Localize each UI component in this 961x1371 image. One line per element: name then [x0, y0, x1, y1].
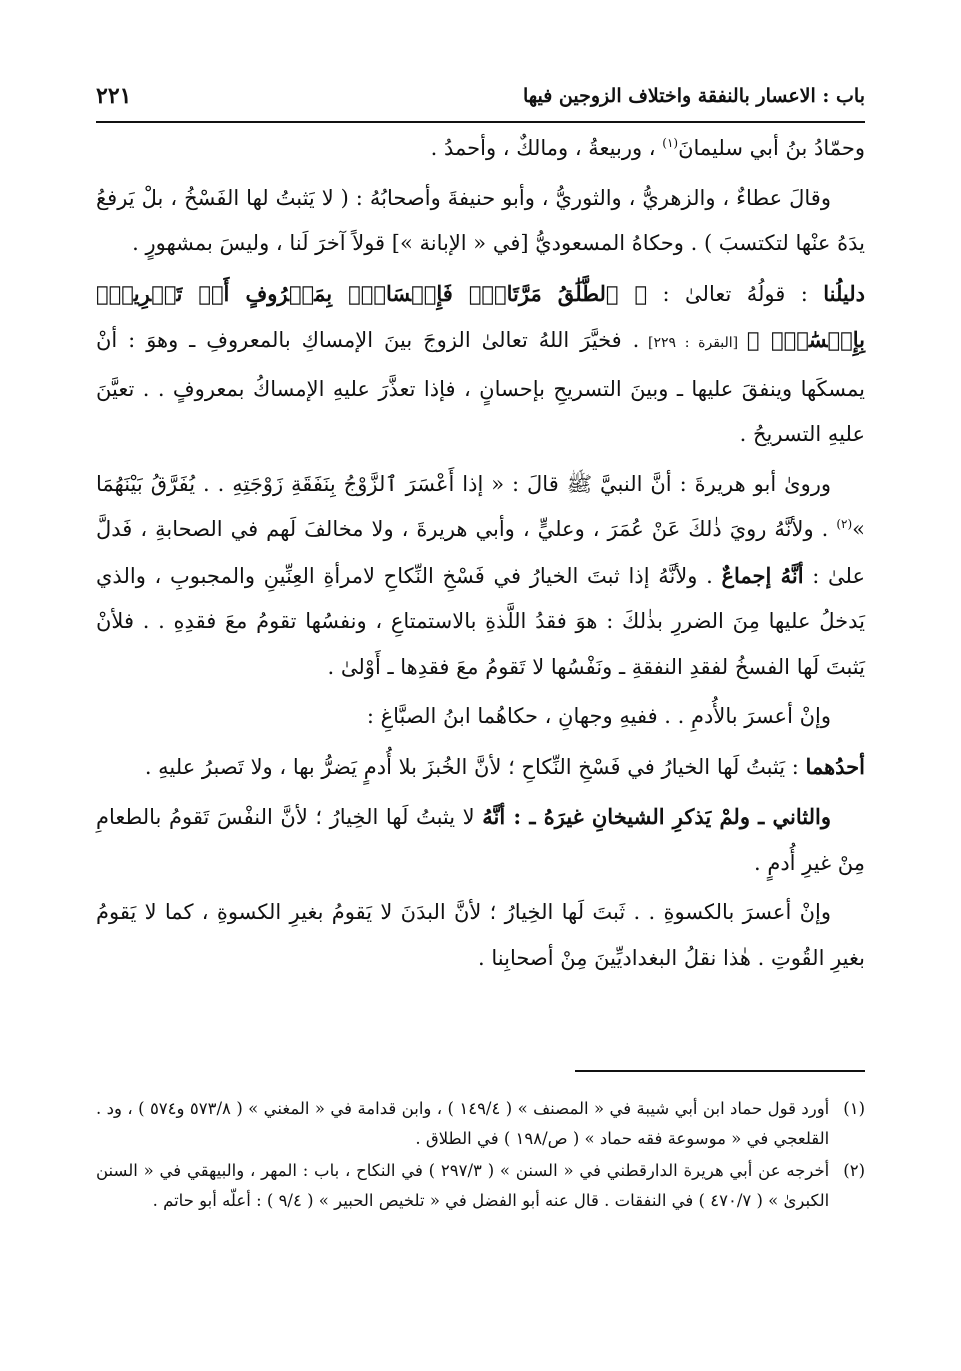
verse-reference: [البقرة : ٢٢٩]	[639, 335, 747, 351]
paragraph-4: وروىٰ أبو هريرةَ : أنَّ النبيَّ ﷺ قالَ : « إذا أَعْسَرَ ٱلزَّوْجُ بِنَفَقَةِ زَوْجَتِهِ . . يُفَرَّقُ بَيْنَهُمَا »$^{(٢)}$ . ولأنَّهُ رويَ ذٰلكَ عَنْ عُمَرَ ، وعليٍّ ، وأبي هريرةَ ، ولا مخالفَ لَهم في الصحابةِ ، فَدلَّ علىٰ : أنَّهُ إجماعٌ . ولأنَّهُ إذا ثبتَ الخيارُ في فَسْخِ النِّكاحِ لامرأةِ العِنِّينِ والمجبوبِ ، والذي يَدخلُ عليها مِنَ الضررِ بذٰلكَ : هوَ فقدُ اللَّذةِ بالاستمتاعِ ، ونفسُها تقومُ معَ فقدِهِ . . فلأنْ يَثبتَ لَها الفسخُ لفقدِ النفقةِ ـ ونَفْسُها لا تَقومُ معَ فقدِها ـ أَوْلىٰ .	[96, 471, 866, 679]
footnote-2	[96, 1156, 865, 1216]
page-number: ٢٢١	[96, 83, 132, 109]
page-header	[96, 78, 865, 114]
paragraph-5: وإنْ أعسرَ بالأُدمِ . . ففيهِ وجهانِ ، حكاهُما ابنُ الصبَّاغِ :	[366, 704, 831, 728]
paragraph-1: وحمّادُ بنُ أبي سليمانَ$^{(١)}$ ، وربيعةُ ، ومالكٌ ، وأحمدُ .	[430, 136, 865, 160]
paragraph-3: دليلُنا : قولُهُ تعالىٰ : ﴿ ٱلطَّلَٰقُ مَرَّتَانِۖ فَإِمۡسَاكُۢ بِمَعۡرُوفٍ أَوۡ تَسۡرِيحُۢ بِإِحۡسَٰنٖۗ ﴾ [البقرة : ٢٢٩] . فخيَّرَ اللهُ تعالىٰ الزوجَ بينَ الإمساكِ بالمعروفِ ـ وهوَ : أنْ يمسكَها وينفقَ عليها ـ وبينَ التسريحِ بإحسانٍ ، فإذا تعذَّرَ عليهِ الإمساكُ بمعروفٍ . . تعيَّنَ عليهِ التسريحُ .	[96, 280, 865, 446]
footnote-number: (١)	[843, 1099, 865, 1118]
footnote-marker-1[interactable]: (١)	[662, 136, 679, 150]
paragraph-6: أحدُهما : يَثبتُ لَها الخيارُ في فَسْخِ النِّكاحِ ؛ لأنَّ الخُبزَ بلا أُدمٍ يَضرُّ بها ، ولا تَصبرُ عليهِ .	[144, 753, 865, 779]
footnote-marker-2[interactable]: (٢)	[836, 517, 853, 531]
main-text	[96, 126, 865, 985]
footnote-text: أخرجه عن أبي هريرة الدارقطني في « السنن » ( ٢٩٧/٣ ) في النكاح ، باب : المهر ، والبيهقي في « السنن الكبرىٰ » ( ٤٧٠/٧ ) في النفقات . قال عنه أبو الفضل في « تلخيص الحبير » ( ٩/٤ ) : أعلّه أبو حاتم .	[96, 1161, 830, 1210]
paragraph-2: وقالَ عطاءٌ ، والزهريُّ ، والثوريُّ ، وأبو حنيفةَ وأصحابُهُ : ( لا يَثبتُ لها الفَسْخُ ، بلْ يَرفعُ يدَهُ عنْها لتكتسبَ ) . وحكاهُ المسعوديُّ [في « الإبانة »] قولاً آخرَ لَنا ، وليسَ بمشهورٍ .	[96, 185, 865, 255]
footnotes	[96, 1094, 865, 1218]
quran-verse: ﴿ ٱلطَّلَٰقُ مَرَّتَانِۖ فَإِمۡسَاكُۢ بِمَعۡرُوفٍ أَوۡ تَسۡرِيحُۢ بِإِحۡسَٰنٖۗ ﴾	[96, 280, 865, 352]
paragraph-8: وإنْ أعسرَ بالكسوةِ . . ثَبتَ لَها الخِيارُ ؛ لأنَّ البدَنَ لا يَقومُ بغيرِ الكسوةِ ، كما لا يَقومُ بغيرِ القُوتِ . هٰذا نقلُ البغداديِّينَ مِنْ أصحابِنا .	[96, 900, 865, 970]
footnote-text: أورد قول حماد ابن أبي شيبة في « المصنف » ( ١٤٩/٤ ) ، وابن قدامة في « المغني » ( ٥٧٣/٨ و٥٧٤ ) ، ود . القلعجي في « موسوعة فقه حماد » ( ص/١٩٨ ) في الطلاق .	[96, 1099, 830, 1148]
header-rule	[96, 121, 865, 123]
footnote-1	[96, 1094, 865, 1154]
dalil-heading: دليلُنا	[823, 280, 865, 306]
footnote-divider	[575, 1070, 865, 1072]
paragraph-7: والثاني ـ ولمْ يَذكرِ الشيخانِ غيرَهُ ـ : أنَّهُ لا يثبتُ لَها الخِيارُ ؛ لأنَّ النفْسَ تَقومُ بالطعامِ مِنْ غيرِ أُدمٍ .	[96, 804, 865, 875]
running-title: باب : الاعسار بالنفقة واختلاف الزوجين فيها	[522, 85, 865, 107]
footnote-number: (٢)	[843, 1161, 865, 1180]
